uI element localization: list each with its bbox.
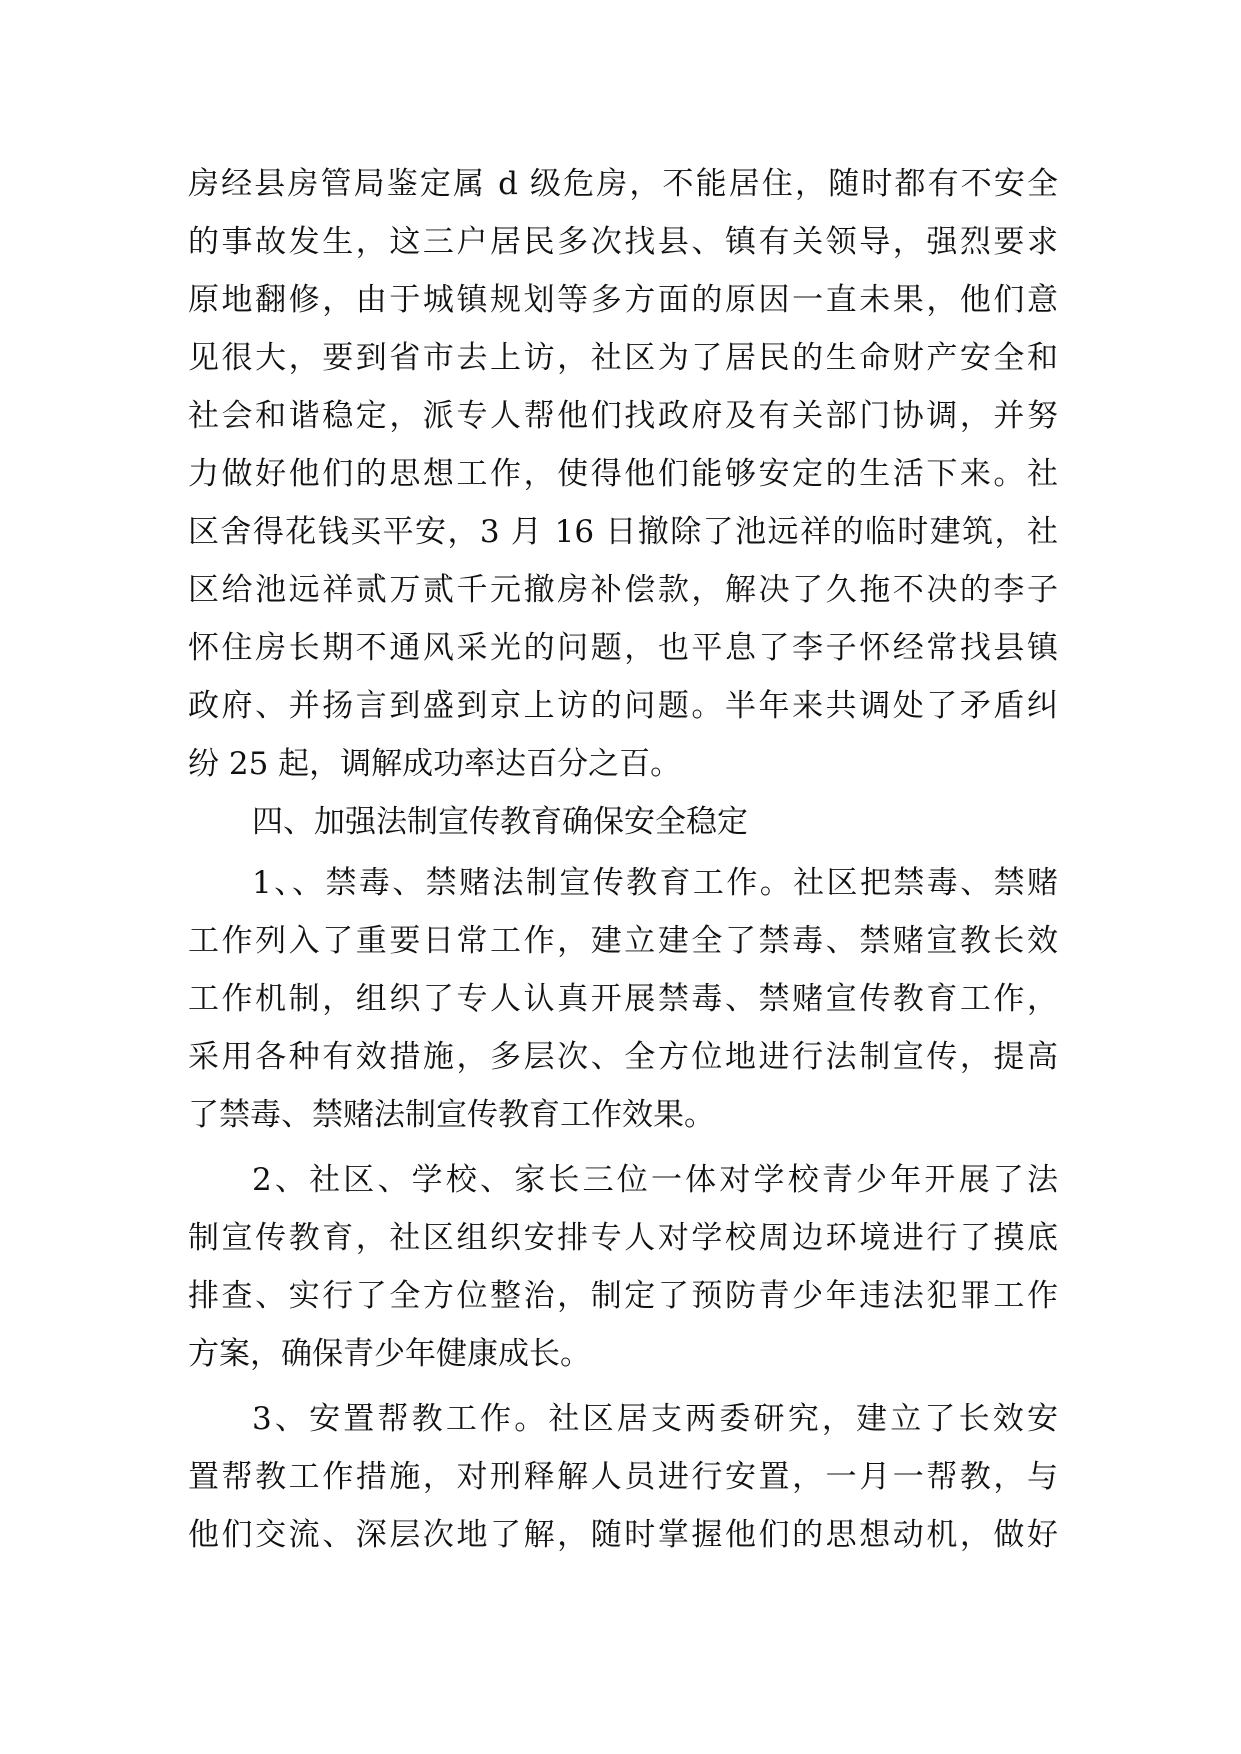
body-text-line: 力做好他们的思想工作，使得他们能够安定的生活下来。社 bbox=[188, 456, 1058, 492]
body-text-line: 见很大，要到省市去上访，社区为了居民的生命财产安全和 bbox=[188, 340, 1058, 376]
body-text-line: 房经县房管局鉴定属 d 级危房，不能居住，随时都有不安全 bbox=[188, 166, 1058, 202]
body-text-line: 置帮教工作措施，对刑释解人员进行安置，一月一帮教，与 bbox=[188, 1459, 1058, 1495]
body-text-line: 工作机制，组织了专人认真开展禁毒、禁赌宣传教育工作， bbox=[188, 981, 1058, 1017]
body-text-line: 纷 25 起，调解成功率达百分之百。 bbox=[188, 746, 682, 782]
body-text-line: 怀住房长期不通风采光的问题，也平息了李子怀经常找县镇 bbox=[188, 630, 1058, 666]
body-text-line: 采用各种有效措施，多层次、全方位地进行法制宣传，提高 bbox=[188, 1039, 1058, 1075]
body-text-line: 工作列入了重要日常工作，建立建全了禁毒、禁赌宣教长效 bbox=[188, 923, 1058, 959]
body-text-line: 3、安置帮教工作。社区居支两委研究，建立了长效安 bbox=[252, 1401, 1058, 1437]
body-text-line: 方案，确保青少年健康成长。 bbox=[188, 1336, 591, 1372]
body-text-line: 排查、实行了全方位整治，制定了预防青少年违法犯罪工作 bbox=[188, 1278, 1058, 1314]
body-text-line: 2、社区、学校、家长三位一体对学校青少年开展了法 bbox=[252, 1162, 1058, 1198]
body-text-line: 社会和谐稳定，派专人帮他们找政府及有关部门协调，并努 bbox=[188, 398, 1058, 434]
body-text-line: 区舍得花钱买平安，3 月 16 日撤除了池远祥的临时建筑，社 bbox=[188, 514, 1058, 550]
body-text-line: 政府、并扬言到盛到京上访的问题。半年来共调处了矛盾纠 bbox=[188, 688, 1058, 724]
section-heading: 四、加强法制宣传教育确保安全稳定 bbox=[252, 804, 748, 840]
body-text-line: 的事故发生，这三户居民多次找县、镇有关领导，强烈要求 bbox=[188, 224, 1058, 260]
body-text-line: 了禁毒、禁赌法制宣传教育工作效果。 bbox=[188, 1097, 715, 1133]
body-text-line: 1、、禁毒、禁赌法制宣传教育工作。社区把禁毒、禁赌 bbox=[252, 865, 1058, 901]
body-text-line: 他们交流、深层次地了解，随时掌握他们的思想动机，做好 bbox=[188, 1517, 1058, 1553]
body-text-line: 区给池远祥贰万贰千元撤房补偿款，解决了久拖不决的李子 bbox=[188, 572, 1058, 608]
body-text-line: 原地翻修，由于城镇规划等多方面的原因一直未果，他们意 bbox=[188, 282, 1058, 318]
body-text-line: 制宣传教育，社区组织安排专人对学校周边环境进行了摸底 bbox=[188, 1220, 1058, 1256]
